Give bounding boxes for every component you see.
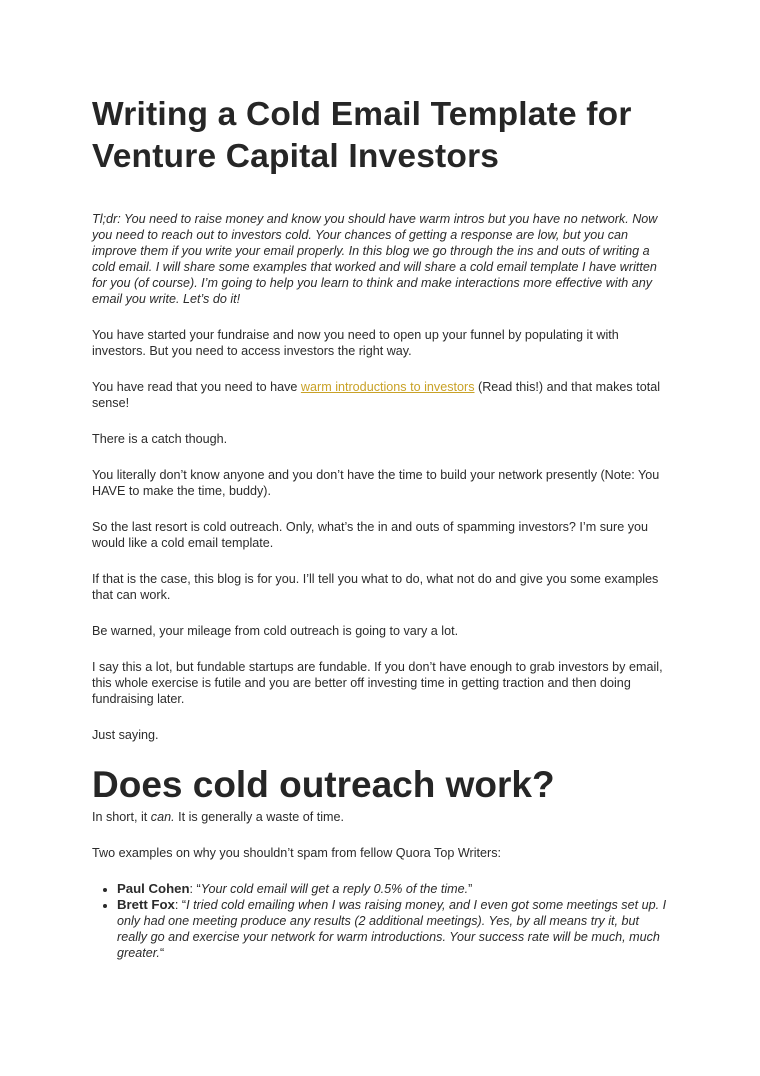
writer-quote: Your cold email will get a reply 0.5% of the time. — [200, 882, 469, 896]
paragraph-blog-purpose: If that is the case, this blog is for you. I’ll tell you what to do, what not do and give you some examples that can work. — [92, 572, 659, 602]
section-heading: Does cold outreach work? — [92, 764, 555, 805]
paragraph-just-saying: Just saying. — [92, 728, 159, 742]
list-item — [117, 881, 670, 897]
warm-introductions-link[interactable]: warm introductions to investors — [300, 380, 475, 394]
writer-name: Brett Fox — [117, 897, 175, 912]
quote-open: : “ — [189, 882, 201, 896]
paragraph-text: (Read this!) and that makes total sense! — [92, 380, 660, 410]
quote-close: “ — [159, 946, 165, 960]
article-body — [92, 211, 670, 961]
paragraph-text: You have read that you need to have — [92, 380, 301, 394]
paragraph-fundable: I say this a lot, but fundable startups are fundable. If you don’t have enough to grab investors by email, this whole exercise is futile and you are better off investing time in getting traction and then doing fundraising later. — [92, 660, 663, 706]
page-title: Writing a Cold Email Template for Venture Capital Investors — [92, 96, 632, 175]
quote-close: ” — [468, 882, 473, 896]
paragraph-network: You literally don’t know anyone and you don’t have the time to build your network presently (Note: You HAVE to make the time, buddy). — [92, 468, 660, 498]
quote-list — [92, 881, 670, 961]
list-item — [117, 897, 670, 961]
writer-name: Paul Cohen — [117, 881, 190, 896]
quote-open: : “ — [174, 898, 187, 912]
writer-quote: I tried cold emailing when I was raising money, and I even got some meetings set up. I only had one meeting produce any results (2 additional meetings). Yes, by all means try it, but really go and exercise your network for warm introductions. Your success rate will be much, much greater. — [117, 898, 667, 960]
paragraph-examples-intro: Two examples on why you shouldn’t spam from fellow Quora Top Writers: — [92, 846, 502, 860]
paragraph-warm-intros — [92, 379, 670, 411]
paragraph-cold-outreach: So the last resort is cold outreach. Only, what’s the in and outs of spamming investors? I’m sure you would like a cold email template. — [92, 520, 649, 550]
emphasis-text: can. — [150, 810, 175, 824]
paragraph-funnel: You have started your fundraise and now you need to open up your funnel by populating it with investors. But you need to access investors the right way. — [92, 328, 619, 358]
paragraph-text: In short, it — [92, 810, 151, 824]
tldr-paragraph: Tl;dr: You need to raise money and know you should have warm intros but you have no network. Now you need to reach out to investors cold. Your chances of getting a response are low, but you can improve them if you write your email properly. In this blog we go through the ins and outs of writing a cold email. I will share some examples that worked and will share a cold email template I have written for you (of course). I’m going to help you learn to think and make interactions more effective with any email you write. Let’s do it! — [92, 212, 658, 306]
paragraph-short-answer — [92, 809, 670, 825]
paragraph-warning: Be warned, your mileage from cold outreach is going to vary a lot. — [92, 624, 459, 638]
paragraph-text: It is generally a waste of time. — [174, 810, 344, 824]
paragraph-catch: There is a catch though. — [92, 432, 228, 446]
